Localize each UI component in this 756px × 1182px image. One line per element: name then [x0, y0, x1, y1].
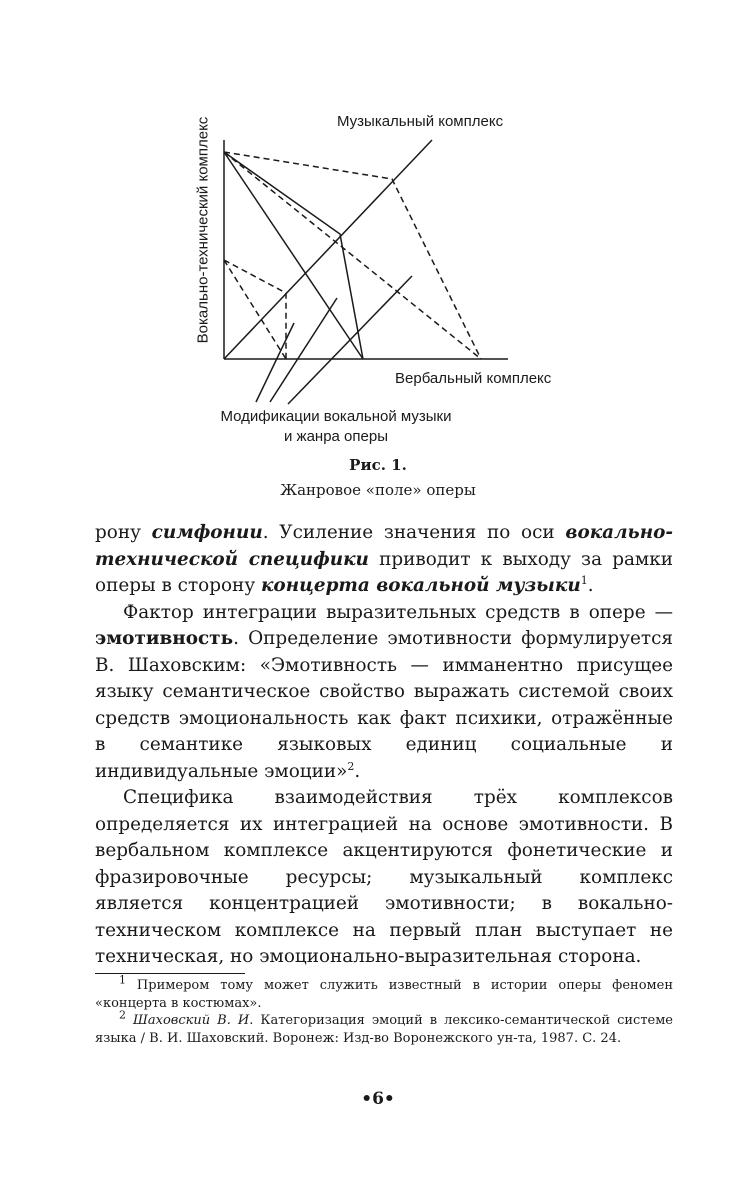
- pointer-line-1: [256, 323, 294, 402]
- text-run: .: [354, 760, 361, 782]
- text-run: . Определение эмотивности формулируется В. Шаховским: «Эмотивность — имманентно присущее языку семантическое свойство выражать системой своих средств эмоциональность как факт психики, отражённые в семантике языковых единиц социальные и индивидуальные эмоции»: [95, 628, 673, 782]
- dashed-inner-polygon: [224, 260, 286, 359]
- footnotes: [95, 973, 674, 1047]
- emphasis: симфонии: [151, 522, 263, 543]
- diagonal-label: Музыкальный комплекс: [337, 113, 504, 130]
- paragraph-2: [95, 600, 673, 786]
- footnote-text: . Категоризация эмоций в лексико-семантической системе языка / В. И. Шаховский. Воронеж: Изд-во Воронежского ун-та, 1987. С. 24.: [95, 1013, 674, 1046]
- footnote-rule: [95, 973, 245, 974]
- text-run: .: [587, 575, 594, 596]
- x-axis-label: Вербальный комплекс: [395, 370, 552, 387]
- text-run: . Усиление значения по оси: [262, 522, 566, 543]
- footnote-author: Шаховский В. И: [133, 1013, 250, 1028]
- figure-number: Рис. 1.: [349, 456, 407, 474]
- page-number: •6•: [361, 1089, 395, 1109]
- emphasis: концерта вокальной музыки: [260, 575, 581, 596]
- y-axis-label: Вокально-технический комплекс: [194, 116, 212, 344]
- text-run: Фактор интеграции выразительных средств в опере —: [123, 601, 673, 623]
- figure-caption: Жанровое «поле» оперы: [280, 481, 476, 499]
- footnote-number: 1: [119, 973, 126, 987]
- pointer-line-3: [288, 276, 412, 404]
- figure: [0, 0, 756, 520]
- emphasis: эмотивность: [95, 628, 234, 649]
- footnote-number: 2: [119, 1008, 126, 1022]
- music-diagonal: [224, 140, 432, 359]
- dashed-inner-line: [224, 260, 286, 359]
- footnote-text: Примером тому может служить известный в истории оперы феномен «концерта в костюмах».: [95, 978, 673, 1011]
- footnote-1: [95, 973, 673, 1012]
- text-run: приводит к выходу за рамки оперы в сторону: [95, 548, 673, 596]
- emphasis: вокально-технической специфики: [95, 522, 673, 570]
- paragraph-3: Специфика взаимодействия трёх комплексов определяется их интеграцией на основе эмотивности. В вербальном комплексе акцентируются фонетические и фразировочные ресурсы; музыкальный комплекс является концентрацией эмотивности; в вокально-техническом комплексе на первый план выступает не техническая, но эмоционально-выразительная сторона.: [95, 787, 673, 967]
- footnote-ref: 2: [347, 759, 355, 773]
- solid-line-inner: [224, 152, 363, 359]
- modifications-label-line1: Модификации вокальной музыки: [220, 408, 452, 425]
- footnote-ref: 1: [580, 573, 588, 587]
- pointer-line-2: [270, 298, 337, 402]
- paragraph-1: [95, 520, 673, 600]
- body-text: [95, 520, 673, 971]
- text-run: рону: [95, 522, 152, 543]
- modifications-label-line2: и жанра оперы: [284, 428, 388, 445]
- modifications-label: [186, 407, 486, 447]
- footnote-2: [95, 1008, 674, 1047]
- dashed-outer-line: [224, 152, 481, 359]
